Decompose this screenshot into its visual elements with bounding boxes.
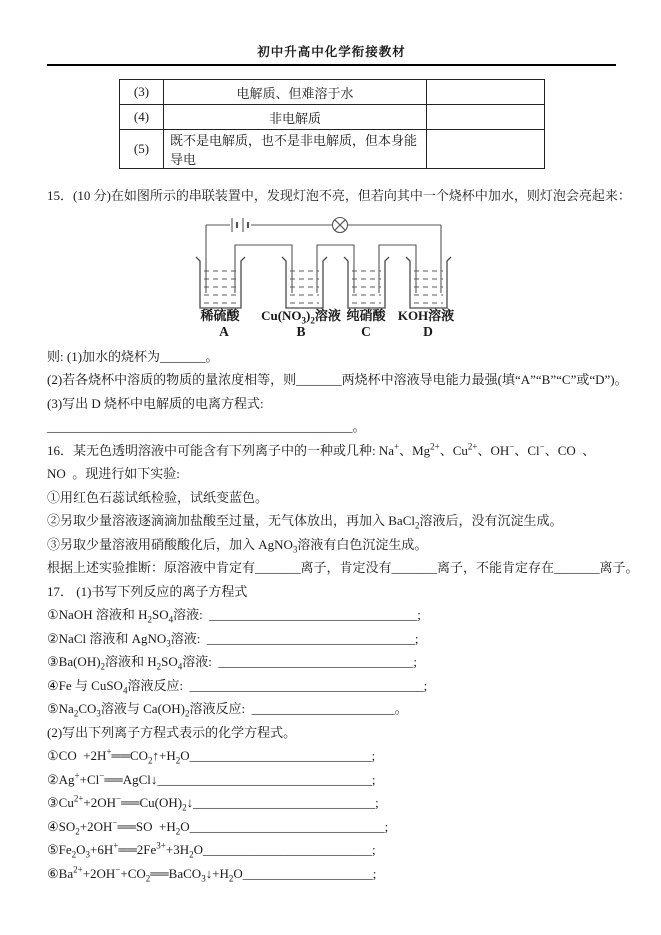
row-desc-cell: 电解质、但难溶于水 <box>164 80 427 105</box>
beaker-b-solution-label: $Cu(NO_3)_2$溶液 <box>261 307 341 326</box>
beaker-d <box>406 257 451 308</box>
beaker-b-letter: B <box>296 323 306 339</box>
q16-stem-line1: 16．某无色透明溶液中可能含有下列离子中的一种或几种: Na+、$Mg^{2+}$、$Cu^{2+}$、OH−、Cl−、CO 、 <box>47 441 596 458</box>
q17-part2-item-2: ②Ag++Cl−══AgCl↓_________________________________; <box>47 770 376 787</box>
q17-part1-item-5: $⑤Na_2CO_3$溶液与 $Ca(OH)_2$溶液反应: ______________________。 <box>47 701 408 719</box>
q17-part1-title: 17． (1)书写下列反应的离子方程式 <box>47 583 248 599</box>
lamp-icon <box>333 217 348 232</box>
header-title: 初中升高中化学衔接教材 <box>257 45 406 59</box>
q17-part1-item-3: $③Ba(OH)_2$溶液和 $H_2SO_4$溶液: ______________________________; <box>47 654 418 672</box>
beaker-c <box>344 257 389 308</box>
row-number-cell: (3) <box>120 80 164 105</box>
table-row <box>120 80 545 105</box>
circuit-diagram <box>195 213 467 343</box>
row-answer-cell <box>427 80 545 105</box>
q16-experiment-1: ①用红色石蕊试纸检验，试纸变蓝色。 <box>47 489 269 505</box>
beaker-d-solution-label: KOH溶液 <box>397 307 455 323</box>
q17-part2-item-5: $⑤Fe_2O_3+6H^+══2Fe^{3+}+3H_2O\_\_\_\_\_\_\_\_\_\_\_\_\_\_\_\_\_\_\_\_\_\_\_\_\_\_$; <box>47 840 376 860</box>
q17-part1-item-4: ④Fe 与 CuSO$_4$溶液反应: ____________________________________; <box>47 677 428 696</box>
header-rule <box>47 64 616 66</box>
q17-part2-item-3: $③Cu^{2+}+2OH^-══Cu(OH)_2↓\_\_\_\_\_\_\_\_\_\_\_\_\_\_\_\_\_\_\_\_\_\_\_\_\_\_\_\_$; <box>47 793 379 813</box>
q15-blank-2: (2)若各烧杯中溶质的物质的量浓度相等，则_______两烧杯中溶液导电能力最强(填“A”“B”“C”或“D”)。 <box>47 372 628 387</box>
q15-blank-1: 则: (1)加水的烧杯为_______。 <box>47 348 219 364</box>
table-row <box>120 130 545 169</box>
beaker-c-letter: C <box>361 323 371 339</box>
q16-stem-line2: NO 。现进行如下实验: <box>47 466 180 481</box>
q15-blank-3-label: (3)写出 D 烧杯中电解质的电离方程式: <box>47 395 264 411</box>
q15-blank-3-line: _______________________________________________。 <box>47 419 366 434</box>
bridge-wire <box>235 245 292 293</box>
beaker-c-solution-label: 纯硝酸 <box>346 307 386 323</box>
circuit-svg <box>195 213 467 311</box>
row-number-cell: (5) <box>120 130 164 169</box>
table-row <box>120 105 545 130</box>
q17-part1-item-1: ①NaOH 溶液和 $H_2SO_4$溶液: ________________________________; <box>47 607 421 625</box>
q17-part2-item-6: $⑥Ba^{2+}+2OH^-+CO_2══BaCO_3↓+H_2O\_\_\_\_\_\_\_\_\_\_\_\_\_\_\_\_\_\_\_\_$; <box>47 864 377 884</box>
beaker-a <box>196 257 245 308</box>
q17-part2-title: (2)写出下列离子方程式表示的化学方程式。 <box>47 724 297 740</box>
beaker-a-letter: A <box>219 323 229 339</box>
q16-experiment-2: ②另取少量溶液逐滴滴加盐酸至过量，无气体放出，再加入 BaCl$_2$溶液后，没有沉淀生成。 <box>47 513 563 531</box>
row-desc-cell: 非电解质 <box>164 105 427 130</box>
q17-part2-item-1: ①CO $+2H^+══CO_2↑+H_2O\_\_\_\_\_\_\_\_\_\_\_\_\_\_\_\_\_\_\_\_\_\_\_\_\_\_\_\_$; <box>47 746 376 766</box>
q15-stem: 15．(10 分)在如图所示的串联装置中，发现灯泡不亮，但若向其中一个烧杯中加水，则灯泡会亮起来： <box>47 188 631 203</box>
row-number-cell: (4) <box>120 105 164 130</box>
row-answer-cell <box>427 105 545 130</box>
row-answer-cell <box>427 130 545 169</box>
q16-experiment-3: ③另取少量溶液用硝酸酸化后，加入 AgNO$_3$溶液有白色沉淀生成。 <box>47 536 428 555</box>
document-content <box>47 79 639 885</box>
classification-table <box>119 79 545 169</box>
battery-icon <box>232 218 248 232</box>
q17-part1-item-2: ②NaCl 溶液和 AgNO$_3$溶液: ________________________________; <box>47 630 419 649</box>
beaker-a-solution-label: 稀硫酸 <box>200 307 240 323</box>
beaker-b <box>282 257 327 308</box>
beaker-d-letter: D <box>423 323 433 339</box>
row-desc-cell: 既不是电解质，也不是非电解质，但本身能导电 <box>164 130 427 169</box>
q16-conclusion: 根据上述实验推断：原溶液中肯定有_______离子，肯定没有_______离子，不能肯定存在_______离子。 <box>47 560 639 575</box>
q17-part2-item-4: $④SO_2+2OH^-══SO$ $+H_2O\_\_\_\_\_\_\_\_\_\_\_\_\_\_\_\_\_\_\_\_\_\_\_\_\_\_\_\_\_\_$; <box>47 817 389 837</box>
